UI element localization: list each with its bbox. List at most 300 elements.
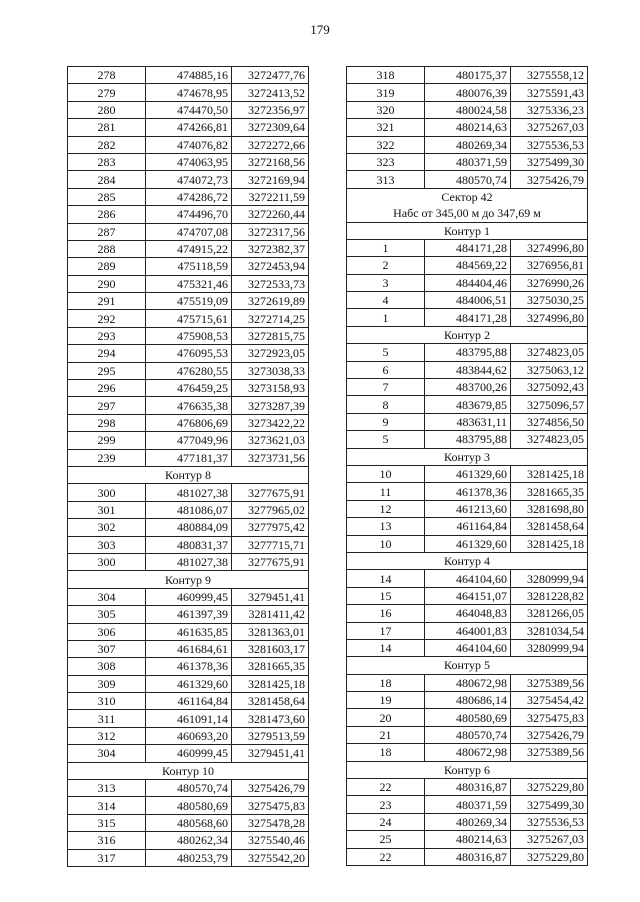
- point-number-cell: 18: [347, 744, 425, 761]
- x-coordinate-cell: 461378,36: [425, 483, 511, 500]
- table-row: [68, 223, 309, 240]
- table-row: [347, 570, 588, 587]
- x-coordinate-cell: 461378,36: [146, 658, 232, 675]
- point-number-cell: 3: [347, 274, 425, 291]
- x-coordinate-cell: 461329,60: [425, 535, 511, 552]
- section-header: Контур 8: [68, 466, 309, 483]
- y-coordinate-cell: 3274823,05: [511, 431, 588, 448]
- point-number-cell: 300: [68, 553, 146, 570]
- table-row: [68, 293, 309, 310]
- right-table-body: [347, 67, 588, 866]
- table-row: [347, 779, 588, 796]
- point-number-cell: 280: [68, 101, 146, 118]
- point-number-cell: 285: [68, 188, 146, 205]
- x-coordinate-cell: 461164,84: [146, 693, 232, 710]
- x-coordinate-cell: 464001,83: [425, 622, 511, 639]
- x-coordinate-cell: 461213,60: [425, 500, 511, 517]
- section-header-row: [347, 326, 588, 343]
- table-row: [347, 483, 588, 500]
- table-row: [68, 658, 309, 675]
- y-coordinate-cell: 3281228,82: [511, 587, 588, 604]
- y-coordinate-cell: 3272714,25: [232, 310, 309, 327]
- y-coordinate-cell: 3275475,83: [232, 797, 309, 814]
- point-number-cell: 283: [68, 153, 146, 170]
- x-coordinate-cell: 461397,39: [146, 606, 232, 623]
- x-coordinate-cell: 480316,87: [425, 848, 511, 865]
- y-coordinate-cell: 3272272,66: [232, 136, 309, 153]
- x-coordinate-cell: 480371,59: [425, 796, 511, 813]
- table-row: [347, 796, 588, 813]
- table-row: [347, 500, 588, 517]
- y-coordinate-cell: 3275426,79: [511, 171, 588, 188]
- table-row: [347, 361, 588, 378]
- point-number-cell: 317: [68, 849, 146, 866]
- point-number-cell: 306: [68, 623, 146, 640]
- x-coordinate-cell: 480570,74: [425, 171, 511, 188]
- y-coordinate-cell: 3273038,33: [232, 362, 309, 379]
- x-coordinate-cell: 484404,46: [425, 274, 511, 291]
- x-coordinate-cell: 475715,61: [146, 310, 232, 327]
- point-number-cell: 4: [347, 292, 425, 309]
- table-row: [347, 292, 588, 309]
- point-number-cell: 309: [68, 675, 146, 692]
- table-row: [68, 797, 309, 814]
- x-coordinate-cell: 474072,73: [146, 171, 232, 188]
- x-coordinate-cell: 480076,39: [425, 84, 511, 101]
- point-number-cell: 290: [68, 275, 146, 292]
- x-coordinate-cell: 480175,37: [425, 67, 511, 84]
- section-header-row: [68, 571, 309, 588]
- point-number-cell: 284: [68, 171, 146, 188]
- y-coordinate-cell: 3275499,30: [511, 796, 588, 813]
- section-header-row: [347, 205, 588, 222]
- table-row: [347, 413, 588, 430]
- point-number-cell: 16: [347, 605, 425, 622]
- y-coordinate-cell: 3272260,44: [232, 206, 309, 223]
- table-row: [347, 465, 588, 482]
- point-number-cell: 310: [68, 693, 146, 710]
- x-coordinate-cell: 480884,09: [146, 519, 232, 536]
- table-row: [68, 153, 309, 170]
- x-coordinate-cell: 480580,69: [425, 709, 511, 726]
- table-row: [347, 274, 588, 291]
- table-row: [347, 153, 588, 170]
- y-coordinate-cell: 3281458,64: [511, 518, 588, 535]
- point-number-cell: 288: [68, 240, 146, 257]
- point-number-cell: 296: [68, 380, 146, 397]
- point-number-cell: 313: [347, 171, 425, 188]
- y-coordinate-cell: 3275336,23: [511, 101, 588, 118]
- table-row: [68, 849, 309, 866]
- y-coordinate-cell: 3276990,26: [511, 274, 588, 291]
- y-coordinate-cell: 3281425,18: [232, 675, 309, 692]
- point-number-cell: 301: [68, 501, 146, 518]
- x-coordinate-cell: 475519,09: [146, 293, 232, 310]
- y-coordinate-cell: 3275426,79: [232, 780, 309, 797]
- point-number-cell: 302: [68, 519, 146, 536]
- x-coordinate-cell: 480831,37: [146, 536, 232, 553]
- table-row: [68, 727, 309, 744]
- y-coordinate-cell: 3275591,43: [511, 84, 588, 101]
- table-row: [347, 344, 588, 361]
- y-coordinate-cell: 3272309,64: [232, 119, 309, 136]
- x-coordinate-cell: 464104,60: [425, 639, 511, 656]
- y-coordinate-cell: 3281411,42: [232, 606, 309, 623]
- point-number-cell: 289: [68, 258, 146, 275]
- point-number-cell: 21: [347, 726, 425, 743]
- y-coordinate-cell: 3273422,22: [232, 414, 309, 431]
- x-coordinate-cell: 460693,20: [146, 727, 232, 744]
- point-number-cell: 295: [68, 362, 146, 379]
- x-coordinate-cell: 480262,34: [146, 832, 232, 849]
- point-number-cell: 319: [347, 84, 425, 101]
- table-row: [68, 640, 309, 657]
- table-row: [347, 605, 588, 622]
- x-coordinate-cell: 481027,38: [146, 484, 232, 501]
- point-number-cell: 23: [347, 796, 425, 813]
- x-coordinate-cell: 480672,98: [425, 674, 511, 691]
- table-row: [347, 309, 588, 326]
- table-row: [68, 606, 309, 623]
- coordinates-table-left: [67, 66, 309, 867]
- y-coordinate-cell: 3275478,28: [232, 814, 309, 831]
- x-coordinate-cell: 484006,51: [425, 292, 511, 309]
- y-coordinate-cell: 3272169,94: [232, 171, 309, 188]
- table-row: [347, 379, 588, 396]
- x-coordinate-cell: 474063,95: [146, 153, 232, 170]
- point-number-cell: 312: [68, 727, 146, 744]
- y-coordinate-cell: 3272453,94: [232, 258, 309, 275]
- y-coordinate-cell: 3275063,12: [511, 361, 588, 378]
- table-row: [68, 327, 309, 344]
- table-row: [68, 745, 309, 762]
- y-coordinate-cell: 3273287,39: [232, 397, 309, 414]
- table-row: [68, 780, 309, 797]
- x-coordinate-cell: 476806,69: [146, 414, 232, 431]
- point-number-cell: 282: [68, 136, 146, 153]
- x-coordinate-cell: 476635,38: [146, 397, 232, 414]
- x-coordinate-cell: 461684,61: [146, 640, 232, 657]
- x-coordinate-cell: 464151,07: [425, 587, 511, 604]
- y-coordinate-cell: 3273731,56: [232, 449, 309, 466]
- point-number-cell: 7: [347, 379, 425, 396]
- table-row: [347, 84, 588, 101]
- y-coordinate-cell: 3272382,37: [232, 240, 309, 257]
- section-header-row: [347, 552, 588, 569]
- point-number-cell: 22: [347, 848, 425, 865]
- point-number-cell: 320: [347, 101, 425, 118]
- y-coordinate-cell: 3275267,03: [511, 831, 588, 848]
- y-coordinate-cell: 3281603,17: [232, 640, 309, 657]
- table-row: [68, 171, 309, 188]
- table-row: [347, 692, 588, 709]
- point-number-cell: 14: [347, 639, 425, 656]
- x-coordinate-cell: 461635,85: [146, 623, 232, 640]
- point-number-cell: 305: [68, 606, 146, 623]
- point-number-cell: 2: [347, 257, 425, 274]
- y-coordinate-cell: 3272533,73: [232, 275, 309, 292]
- x-coordinate-cell: 461164,84: [425, 518, 511, 535]
- x-coordinate-cell: 480371,59: [425, 153, 511, 170]
- x-coordinate-cell: 460999,45: [146, 588, 232, 605]
- y-coordinate-cell: 3277675,91: [232, 484, 309, 501]
- x-coordinate-cell: 464104,60: [425, 570, 511, 587]
- point-number-cell: 19: [347, 692, 425, 709]
- point-number-cell: 278: [68, 67, 146, 84]
- point-number-cell: 308: [68, 658, 146, 675]
- y-coordinate-cell: 3272168,56: [232, 153, 309, 170]
- y-coordinate-cell: 3281363,01: [232, 623, 309, 640]
- table-row: [68, 380, 309, 397]
- point-number-cell: 281: [68, 119, 146, 136]
- y-coordinate-cell: 3276956,81: [511, 257, 588, 274]
- table-row: [68, 310, 309, 327]
- y-coordinate-cell: 3281266,05: [511, 605, 588, 622]
- table-row: [68, 536, 309, 553]
- table-row: [68, 188, 309, 205]
- point-number-cell: 9: [347, 413, 425, 430]
- table-row: [347, 136, 588, 153]
- x-coordinate-cell: 480672,98: [425, 744, 511, 761]
- point-number-cell: 279: [68, 84, 146, 101]
- x-coordinate-cell: 475118,59: [146, 258, 232, 275]
- table-row: [68, 588, 309, 605]
- section-header-row: [347, 761, 588, 778]
- point-number-cell: 322: [347, 136, 425, 153]
- point-number-cell: 5: [347, 431, 425, 448]
- table-row: [68, 414, 309, 431]
- table-row: [347, 813, 588, 830]
- point-number-cell: 297: [68, 397, 146, 414]
- y-coordinate-cell: 3277965,02: [232, 501, 309, 518]
- section-header: Контур 1: [347, 222, 588, 239]
- section-header: Контур 5: [347, 657, 588, 674]
- table-row: [68, 710, 309, 727]
- y-coordinate-cell: 3280999,94: [511, 639, 588, 656]
- y-coordinate-cell: 3273621,03: [232, 432, 309, 449]
- point-number-cell: 314: [68, 797, 146, 814]
- x-coordinate-cell: 474266,81: [146, 119, 232, 136]
- x-coordinate-cell: 477049,96: [146, 432, 232, 449]
- point-number-cell: 292: [68, 310, 146, 327]
- y-coordinate-cell: 3272211,59: [232, 188, 309, 205]
- x-coordinate-cell: 480269,34: [425, 136, 511, 153]
- x-coordinate-cell: 461091,14: [146, 710, 232, 727]
- table-row: [68, 275, 309, 292]
- y-coordinate-cell: 3281473,60: [232, 710, 309, 727]
- table-row: [68, 362, 309, 379]
- point-number-cell: 12: [347, 500, 425, 517]
- y-coordinate-cell: 3280999,94: [511, 570, 588, 587]
- section-header: Контур 10: [68, 762, 309, 779]
- y-coordinate-cell: 3272815,75: [232, 327, 309, 344]
- table-row: [68, 136, 309, 153]
- table-row: [68, 119, 309, 136]
- table-row: [347, 831, 588, 848]
- x-coordinate-cell: 461329,60: [146, 675, 232, 692]
- y-coordinate-cell: 3275558,12: [511, 67, 588, 84]
- section-header: Контур 4: [347, 552, 588, 569]
- table-row: [347, 396, 588, 413]
- x-coordinate-cell: 477181,37: [146, 449, 232, 466]
- table-row: [347, 726, 588, 743]
- point-number-cell: 25: [347, 831, 425, 848]
- table-row: [347, 622, 588, 639]
- point-number-cell: 13: [347, 518, 425, 535]
- point-number-cell: 22: [347, 779, 425, 796]
- table-row: [347, 257, 588, 274]
- section-header-row: [68, 466, 309, 483]
- x-coordinate-cell: 480570,74: [425, 726, 511, 743]
- point-number-cell: 11: [347, 483, 425, 500]
- point-number-cell: 1: [347, 309, 425, 326]
- section-header: Сектор 42: [347, 188, 588, 205]
- x-coordinate-cell: 480024,58: [425, 101, 511, 118]
- table-row: [68, 553, 309, 570]
- point-number-cell: 293: [68, 327, 146, 344]
- x-coordinate-cell: 480214,63: [425, 119, 511, 136]
- point-number-cell: 299: [68, 432, 146, 449]
- x-coordinate-cell: 483844,62: [425, 361, 511, 378]
- table-row: [68, 206, 309, 223]
- y-coordinate-cell: 3275536,53: [511, 813, 588, 830]
- point-number-cell: 294: [68, 345, 146, 362]
- table-row: [68, 67, 309, 84]
- y-coordinate-cell: 3275030,25: [511, 292, 588, 309]
- y-coordinate-cell: 3275454,42: [511, 692, 588, 709]
- point-number-cell: 304: [68, 588, 146, 605]
- y-coordinate-cell: 3272356,97: [232, 101, 309, 118]
- x-coordinate-cell: 476280,55: [146, 362, 232, 379]
- point-number-cell: 1: [347, 239, 425, 256]
- x-coordinate-cell: 480253,79: [146, 849, 232, 866]
- x-coordinate-cell: 484171,28: [425, 239, 511, 256]
- y-coordinate-cell: 3272413,52: [232, 84, 309, 101]
- table-row: [347, 535, 588, 552]
- y-coordinate-cell: 3281458,64: [232, 693, 309, 710]
- table-row: [347, 431, 588, 448]
- table-row: [68, 675, 309, 692]
- table-row: [347, 518, 588, 535]
- point-number-cell: 307: [68, 640, 146, 657]
- table-row: [68, 258, 309, 275]
- y-coordinate-cell: 3281425,18: [511, 465, 588, 482]
- y-coordinate-cell: 3274996,80: [511, 309, 588, 326]
- y-coordinate-cell: 3279451,41: [232, 745, 309, 762]
- table-row: [347, 639, 588, 656]
- y-coordinate-cell: 3275229,80: [511, 779, 588, 796]
- point-number-cell: 8: [347, 396, 425, 413]
- x-coordinate-cell: 460999,45: [146, 745, 232, 762]
- table-row: [68, 484, 309, 501]
- table-row: [68, 501, 309, 518]
- x-coordinate-cell: 464048,83: [425, 605, 511, 622]
- table-row: [347, 119, 588, 136]
- x-coordinate-cell: 474678,95: [146, 84, 232, 101]
- point-number-cell: 313: [68, 780, 146, 797]
- x-coordinate-cell: 480570,74: [146, 780, 232, 797]
- table-row: [347, 709, 588, 726]
- y-coordinate-cell: 3272619,89: [232, 293, 309, 310]
- y-coordinate-cell: 3281034,54: [511, 622, 588, 639]
- y-coordinate-cell: 3275096,57: [511, 396, 588, 413]
- x-coordinate-cell: 483795,88: [425, 344, 511, 361]
- x-coordinate-cell: 480686,14: [425, 692, 511, 709]
- x-coordinate-cell: 480580,69: [146, 797, 232, 814]
- x-coordinate-cell: 474076,82: [146, 136, 232, 153]
- table-row: [68, 345, 309, 362]
- point-number-cell: 318: [347, 67, 425, 84]
- x-coordinate-cell: 483700,26: [425, 379, 511, 396]
- y-coordinate-cell: 3275426,79: [511, 726, 588, 743]
- y-coordinate-cell: 3272923,05: [232, 345, 309, 362]
- point-number-cell: 239: [68, 449, 146, 466]
- y-coordinate-cell: 3275389,56: [511, 744, 588, 761]
- point-number-cell: 300: [68, 484, 146, 501]
- point-number-cell: 10: [347, 535, 425, 552]
- table-row: [347, 239, 588, 256]
- point-number-cell: 304: [68, 745, 146, 762]
- x-coordinate-cell: 475908,53: [146, 327, 232, 344]
- x-coordinate-cell: 480269,34: [425, 813, 511, 830]
- point-number-cell: 6: [347, 361, 425, 378]
- y-coordinate-cell: 3273158,93: [232, 380, 309, 397]
- table-row: [68, 449, 309, 466]
- x-coordinate-cell: 461329,60: [425, 465, 511, 482]
- x-coordinate-cell: 474470,50: [146, 101, 232, 118]
- table-row: [68, 432, 309, 449]
- y-coordinate-cell: 3279513,59: [232, 727, 309, 744]
- x-coordinate-cell: 474286,72: [146, 188, 232, 205]
- x-coordinate-cell: 481027,38: [146, 553, 232, 570]
- table-row: [68, 623, 309, 640]
- point-number-cell: 298: [68, 414, 146, 431]
- table-row: [347, 587, 588, 604]
- table-row: [347, 67, 588, 84]
- section-header: Контур 2: [347, 326, 588, 343]
- y-coordinate-cell: 3277715,71: [232, 536, 309, 553]
- x-coordinate-cell: 483679,85: [425, 396, 511, 413]
- x-coordinate-cell: 480214,63: [425, 831, 511, 848]
- point-number-cell: 311: [68, 710, 146, 727]
- section-header-row: [347, 448, 588, 465]
- x-coordinate-cell: 480568,60: [146, 814, 232, 831]
- y-coordinate-cell: 3275229,80: [511, 848, 588, 865]
- point-number-cell: 15: [347, 587, 425, 604]
- section-header-row: [68, 762, 309, 779]
- x-coordinate-cell: 484569,22: [425, 257, 511, 274]
- y-coordinate-cell: 3275389,56: [511, 674, 588, 691]
- y-coordinate-cell: 3281665,35: [511, 483, 588, 500]
- point-number-cell: 14: [347, 570, 425, 587]
- table-row: [347, 101, 588, 118]
- point-number-cell: 315: [68, 814, 146, 831]
- y-coordinate-cell: 3275475,83: [511, 709, 588, 726]
- table-row: [347, 171, 588, 188]
- x-coordinate-cell: 474496,70: [146, 206, 232, 223]
- y-coordinate-cell: 3274996,80: [511, 239, 588, 256]
- section-header-row: [347, 657, 588, 674]
- table-row: [347, 744, 588, 761]
- y-coordinate-cell: 3275092,43: [511, 379, 588, 396]
- y-coordinate-cell: 3272317,56: [232, 223, 309, 240]
- section-header: Набс от 345,00 м до 347,69 м: [347, 205, 588, 222]
- point-number-cell: 291: [68, 293, 146, 310]
- section-header: Контур 3: [347, 448, 588, 465]
- y-coordinate-cell: 3275540,46: [232, 832, 309, 849]
- y-coordinate-cell: 3279451,41: [232, 588, 309, 605]
- x-coordinate-cell: 474707,08: [146, 223, 232, 240]
